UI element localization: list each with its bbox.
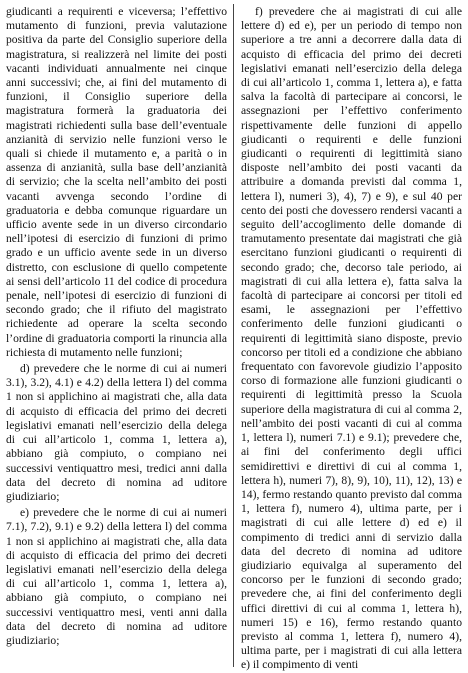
left-column	[6, 5, 227, 667]
paragraph-e: e) prevedere che le norme di cui ai numeri 7.1), 7.2), 9.1) e 9.2) della lettera l) del comma 1 non si applichino ai magistrati che, alla data di acquisto di efficacia del primo dei decreti legislativi emanati nell’esercizio della delega di cui all’articolo 1, comma 1, lettera a), abbiano già compiuto, o compiano nei successivi ventiquattro mesi, venti anni dalla data del decreto di nomina ad uditore giudiziario;	[6, 506, 227, 647]
paragraph-c: giudicanti a requirenti e viceversa; l’effettivo mutamento di funzioni, previa valutazione positiva da parte del Consiglio superiore della magistratura, si realizzerà nel limite dei posti vacanti individuati annualmente nei cinque anni successivi; che, ai fini del mutamento di funzioni, il Consiglio superiore della magistratura formerà la graduatoria dei magistrati richiedenti sulla base dell’eventuale anzianità di servizio nelle funzioni verso le quali si chiede il mutamento e, a parità o in assenza di anzianità, sulla base dell’anzianità di servizio; che la scelta nell’ambito dei posti vacanti avvenga secondo l’ordine di graduatoria e debba comunque riguardare un ufficio avente sede in un diverso circondario nell’ipotesi di esercizio di funzioni di primo grado e un ufficio avente sede in un diverso distretto, con esclusione di quello competente ai sensi dell’articolo 11 del codice di procedura penale, nell’ipotesi di esercizio di funzioni di secondo grado; che il rifiuto del magistrato richiedente ad operare la scelta secondo l’ordine di graduatoria comporti la rinuncia alla richiesta di mutamento nelle funzioni;	[6, 5, 227, 359]
paragraph-f: f) prevedere che ai magistrati di cui alle lettere d) ed e), per un periodo di tempo non superiore a tre anni a decorrere dalla data di acquisto di efficacia del primo dei decreti legislativi emanati nell’esercizio della delega di cui all’articolo 1, comma 1, lettera a), e fatta salva la facoltà di partecipare ai concorsi, le assegnazioni per l’effettivo conferimento rispettivamente delle funzioni di appello giudicanti o requirenti e delle funzioni giudicanti o requirenti di legittimità siano disposte nell’ambito dei posti vacanti da attribuire a domanda previsti dal comma 1, lettera l), numeri 3), 4), 7) e 9), e sul 40 per cento dei posti che dovessero rendersi vacanti a seguito dell’accoglimento delle domande di tramutamento presentate dai magistrati che già esercitano funzioni giudicanti o requirenti di secondo grado; che, decorso tale periodo, ai magistrati di cui alla lettera e), fatta salva la facoltà di partecipare ai concorsi per titoli ed esami, le assegnazioni per l’effettivo conferimento delle funzioni giudicanti o requirenti di legittimità siano disposte, previo concorso per titoli ed a condizione che abbiano frequentato con favorevole giudizio l’apposito corso di formazione alle funzioni giudicanti o requirenti di legittimità presso la Scuola superiore della magistratura di cui al comma 2, nell’ambito dei posti vacanti di cui al comma 1, lettera l), numeri 7.1) e 9.1); prevedere che, ai fini del conferimento degli uffici semidirettivi e direttivi di cui al comma 1, lettera h), numeri 7), 8), 9), 10), 11), 12), 13) e 14), fermo restando quanto previsto dal comma 1, lettera f), numero 4), ultima parte, per i magistrati di cui alle lettere d) ed e) il compimento di tredici anni di servizio dalla data del decreto di nomina ad uditore giudiziario equivalga al superamento del concorso per le funzioni di secondo grado; prevedere che, ai fini del conferimento degli uffici direttivi di cui al comma 1, lettera h), numeri 15) e 16), fermo restando quanto previsto al comma 1, lettera f), numero 4), ultima parte, per i magistrati di cui alla lettera e) il compimento di venti	[241, 5, 462, 672]
right-column	[241, 5, 462, 672]
paragraph-d: d) prevedere che le norme di cui ai numeri 3.1), 3.2), 4.1) e 4.2) della lettera l) del comma 1 non si applichino ai magistrati che, alla data di acquisto di efficacia del primo dei decreti legislativi emanati nell’esercizio della delega di cui all’articolo 1, comma 1, lettera a), abbiano già compiuto, o compiano nei successivi ventiquattro mesi, tredici anni dalla data del decreto di nomina ad uditore giudiziario;	[6, 362, 227, 503]
column-divider	[233, 4, 234, 667]
